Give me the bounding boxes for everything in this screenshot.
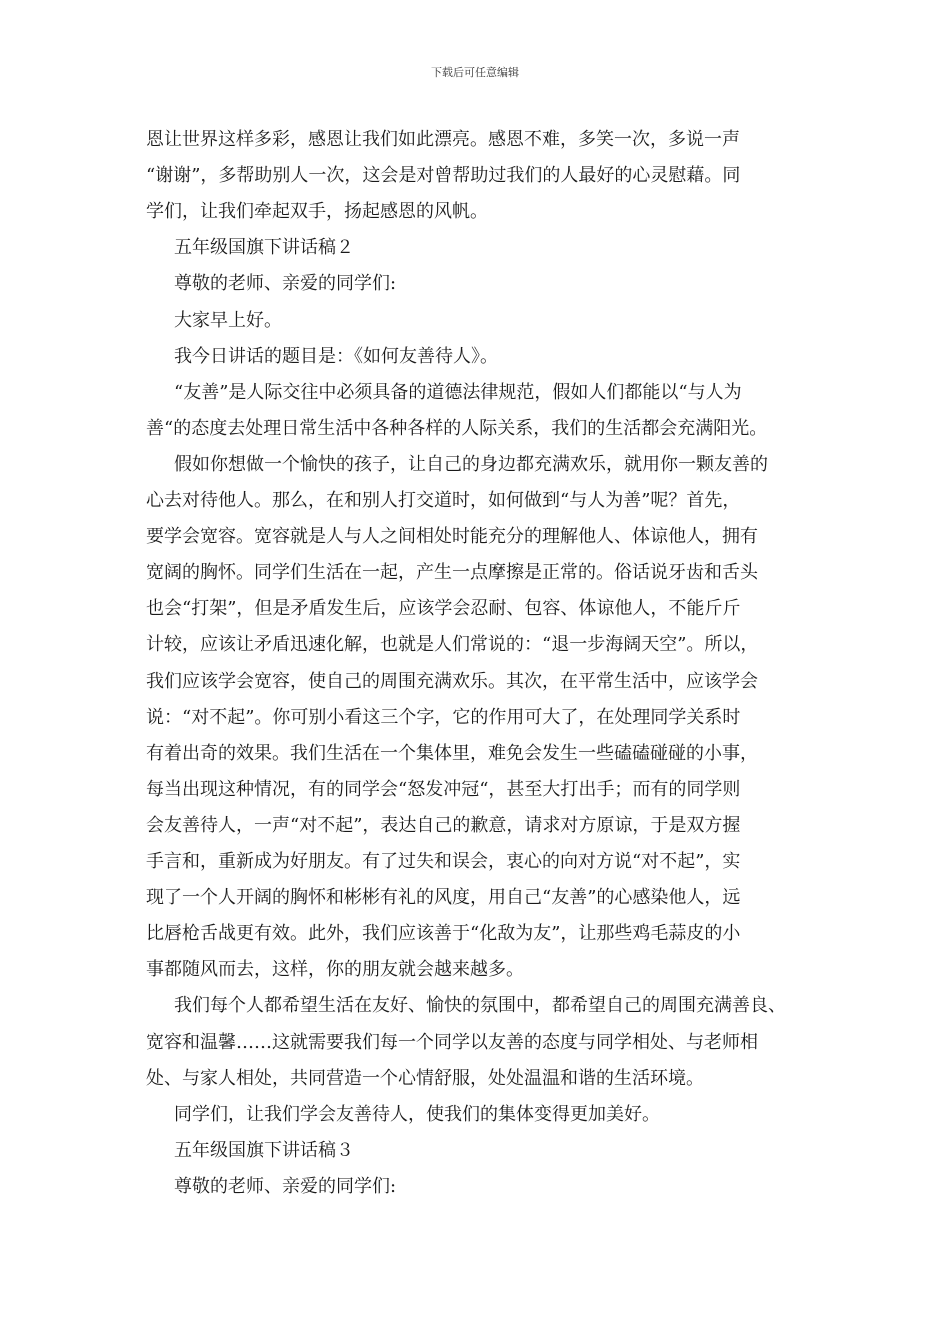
- text-line: 五年级国旗下讲话稿２: [174, 237, 354, 258]
- text-line: 我们每个人都希望生活在友好、愉快的氛围中，都希望自己的周围充满善良、: [174, 995, 786, 1016]
- text-line: 宽容和温馨……这就需要我们每一个同学以友善的态度与同学相处、与老师相: [146, 1032, 758, 1053]
- text-line: 善“的态度去处理日常生活中各种各样的人际关系，我们的生活都会充满阳光。: [146, 418, 768, 439]
- text-line: 大家早上好。: [174, 310, 282, 331]
- text-line: 宽阔的胸怀。同学们生活在一起，产生一点摩擦是正常的。俗话说牙齿和舌头: [146, 562, 758, 583]
- text-line: 会友善待人，一声“对不起”，表达自己的歉意，请求对方原谅，于是双方握: [146, 815, 741, 836]
- text-line: 也会“打架”，但是矛盾发生后，应该学会忍耐、包容、体谅他人，不能斤斤: [146, 598, 741, 619]
- text-line: 心去对待他人。那么，在和别人打交道时，如何做到“与人为善”呢？首先，: [146, 490, 741, 511]
- text-line: 比唇枪舌战更有效。此外，我们应该善于“化敌为友”，让那些鸡毛蒜皮的小: [146, 923, 741, 944]
- text-line: 计较，应该让矛盾迅速化解，也就是人们常说的：“退一步海阔天空”。所以，: [146, 634, 759, 655]
- text-line: 恩让世界这样多彩，感恩让我们如此漂亮。感恩不难，多笑一次，多说一声: [146, 129, 740, 150]
- text-line: 处、与家人相处，共同营造一个心情舒服，处处温温和谐的生活环境。: [146, 1068, 704, 1089]
- text-line: 同学们，让我们学会友善待人，使我们的集体变得更加美好。: [174, 1104, 660, 1125]
- text-line: “谢谢”，多帮助别人一次，这会是对曾帮助过我们的人最好的心灵慰藉。同: [146, 165, 741, 186]
- text-line: 学们，让我们牵起双手，扬起感恩的风帆。: [146, 201, 488, 222]
- text-line: 说：“对不起”。你可别小看这三个字，它的作用可大了，在处理同学关系时: [146, 707, 741, 728]
- text-line: 现了一个人开阔的胸怀和彬彬有礼的风度，用自己“友善”的心感染他人，远: [146, 887, 741, 908]
- text-line: 我今日讲话的题目是：《如何友善待人》。: [174, 346, 498, 367]
- text-line: 手言和，重新成为好朋友。有了过失和误会，衷心的向对方说“对不起”，实: [146, 851, 741, 872]
- text-line: 事都随风而去，这样，你的朋友就会越来越多。: [146, 959, 524, 980]
- text-line: 每当出现这种情况，有的同学会“怒发冲冠“，甚至大打出手；而有的同学则: [146, 779, 741, 800]
- text-line: 假如你想做一个愉快的孩子，让自己的身边都充满欢乐，就用你一颗友善的: [174, 454, 768, 475]
- text-line: 尊敬的老师、亲爱的同学们:: [174, 273, 397, 294]
- text-line: 五年级国旗下讲话稿３: [174, 1140, 354, 1161]
- header-note: 下载后可任意编辑: [431, 66, 519, 79]
- text-line: 要学会宽容。宽容就是人与人之间相处时能充分的理解他人、体谅他人，拥有: [146, 526, 758, 547]
- text-line: 尊敬的老师、亲爱的同学们:: [174, 1176, 397, 1197]
- text-line: “友善”是人际交往中必须具备的道德法律规范，假如人们都能以“与人为: [174, 382, 742, 403]
- text-line: 有着出奇的效果。我们生活在一个集体里，难免会发生一些磕磕碰碰的小事，: [146, 743, 758, 764]
- text-line: 我们应该学会宽容，使自己的周围充满欢乐。其次，在平常生活中，应该学会: [146, 671, 758, 692]
